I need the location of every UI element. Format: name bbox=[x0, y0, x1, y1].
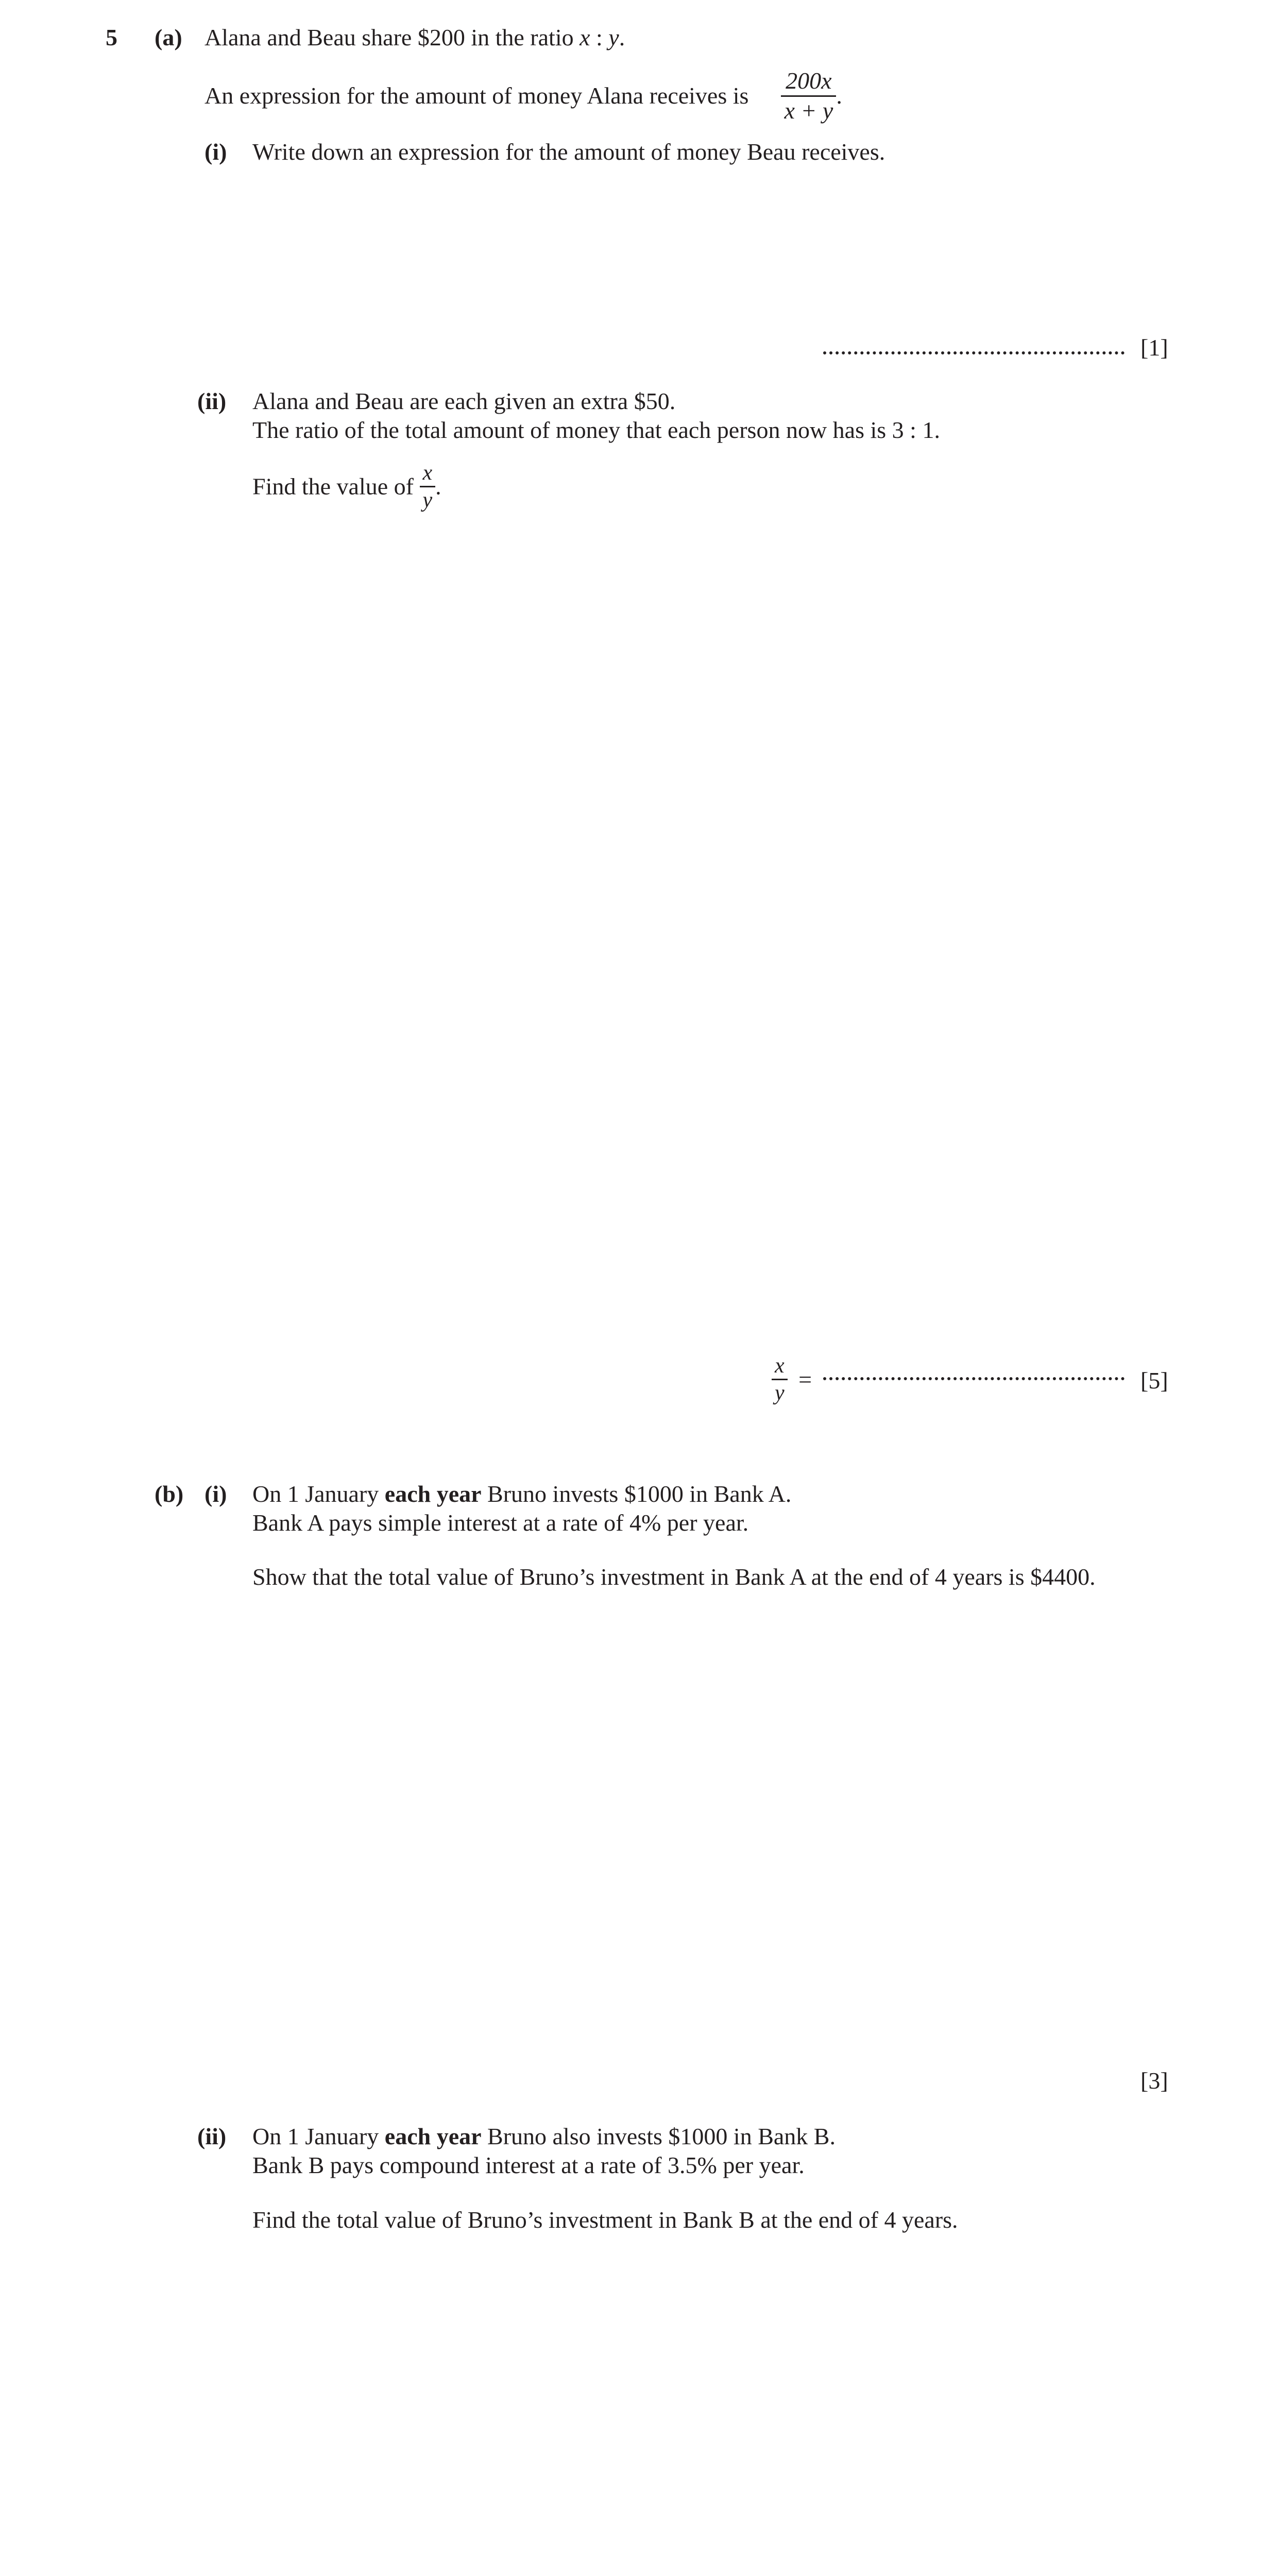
part-b-i-line1-pre: On 1 January bbox=[252, 1481, 379, 1507]
part-a-ii-marks: [5] bbox=[1140, 1367, 1168, 1394]
part-b-i-each-year: each year bbox=[384, 1481, 482, 1507]
part-a-i-text: Write down an expression for the amount of money Beau receives. bbox=[252, 139, 885, 165]
part-a-ii-line2: The ratio of the total amount of money that each person now has is 3 : 1. bbox=[252, 417, 940, 443]
part-b-i-line2: Bank A pays simple interest at a rate of 4% per year. bbox=[252, 1510, 749, 1536]
part-b-ii-line1 bbox=[252, 2123, 836, 2150]
part-a-intro bbox=[205, 24, 625, 52]
alana-expression-text: An expression for the amount of money Alana receives is bbox=[205, 82, 749, 109]
part-b-i-marks: [3] bbox=[1140, 2067, 1168, 2094]
part-a-i-answer-line[interactable] bbox=[823, 351, 1124, 354]
x-over-y-denominator: y bbox=[422, 488, 433, 513]
part-a-ii-line1: Alana and Beau are each given an extra $50. bbox=[252, 388, 676, 414]
ratio-separator: : bbox=[590, 24, 609, 50]
part-a-i-marks: [1] bbox=[1140, 334, 1168, 361]
answer-equals-sign: = bbox=[798, 1366, 812, 1393]
ratio-x: x bbox=[580, 24, 590, 50]
part-a-ii-answer-line[interactable] bbox=[823, 1377, 1124, 1380]
answer-x-over-y-fraction bbox=[772, 1354, 788, 1405]
part-a-label: (a) bbox=[155, 24, 182, 50]
ratio-y: y bbox=[608, 24, 619, 50]
part-b-i-label: (i) bbox=[205, 1481, 227, 1507]
alana-expression-end: . bbox=[836, 82, 842, 109]
x-over-y-fraction bbox=[420, 461, 436, 512]
part-b-ii-line3: Find the total value of Bruno’s investment in Bank B at the end of 4 years. bbox=[252, 2207, 958, 2233]
answer-x-over-y-denominator: y bbox=[775, 1381, 785, 1405]
part-b-i-line1-post: Bruno invests $1000 in Bank A. bbox=[487, 1481, 792, 1507]
answer-x-over-y-numerator: x bbox=[772, 1354, 788, 1380]
part-b-ii-line2: Bank B pays compound interest at a rate of 3.5% per year. bbox=[252, 2152, 805, 2178]
part-a-ii-answer-row bbox=[772, 1354, 1124, 1405]
part-b-i-line3: Show that the total value of Bruno’s investment in Bank A at the end of 4 years is $4400. bbox=[252, 1564, 1096, 1590]
part-a-i-answer-line-row bbox=[823, 335, 1124, 363]
alana-expression-numerator: 200x bbox=[781, 68, 836, 97]
alana-expression-line bbox=[205, 68, 842, 124]
part-a-intro-text: Alana and Beau share $200 in the ratio bbox=[205, 24, 574, 50]
part-a-ii-find-text: Find the value of bbox=[252, 473, 414, 500]
part-b-i-line1 bbox=[252, 1480, 791, 1508]
part-a-i-label: (i) bbox=[205, 139, 227, 165]
part-b-ii-line1-post: Bruno also invests $1000 in Bank B. bbox=[487, 2123, 836, 2149]
x-over-y-end: . bbox=[435, 473, 441, 500]
part-b-label: (b) bbox=[155, 1481, 184, 1507]
part-a-ii-label: (ii) bbox=[197, 388, 227, 414]
part-b-ii-each-year: each year bbox=[384, 2123, 482, 2149]
alana-expression-denominator: x + y bbox=[784, 97, 833, 124]
alana-expression-fraction bbox=[781, 68, 836, 124]
part-b-ii-label: (ii) bbox=[197, 2123, 227, 2149]
part-b-ii-line1-pre: On 1 January bbox=[252, 2123, 379, 2149]
ratio-end: . bbox=[619, 24, 625, 50]
x-over-y-numerator: x bbox=[420, 461, 436, 487]
part-a-ii-find-line bbox=[252, 461, 441, 512]
question-number: 5 bbox=[106, 24, 117, 50]
